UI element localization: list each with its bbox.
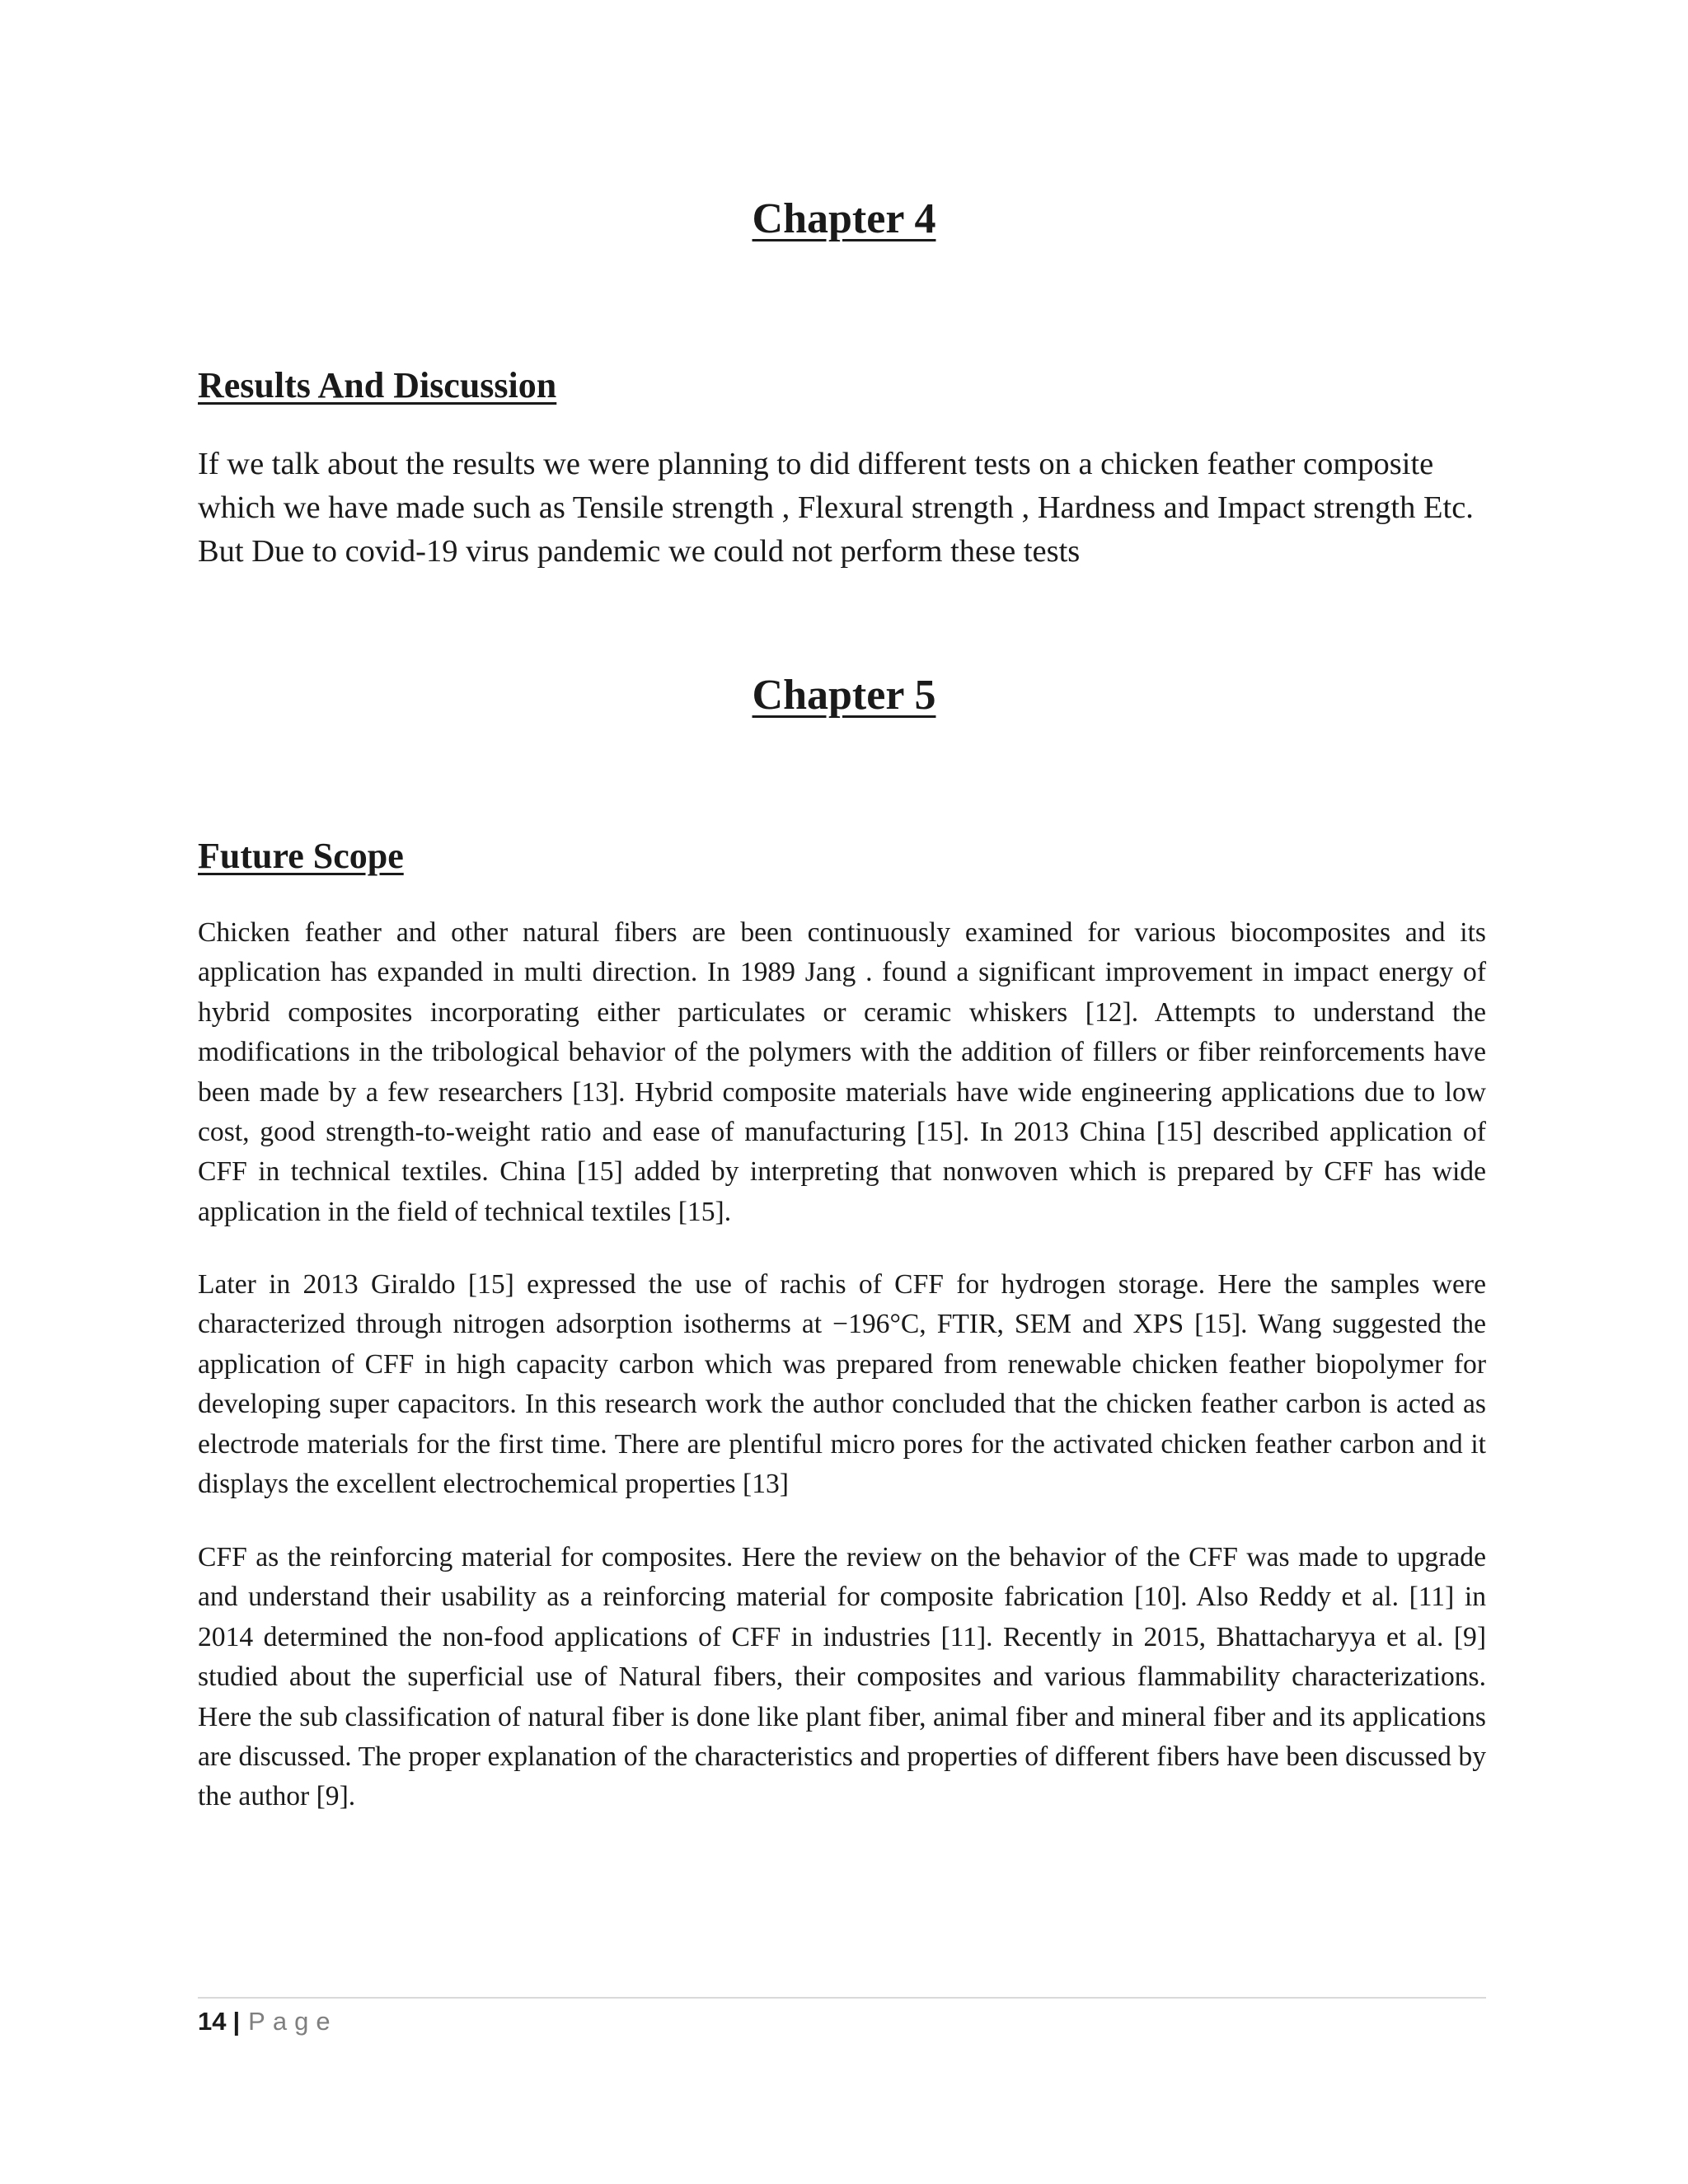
- page-label: Page: [248, 2007, 338, 2036]
- footer-separator: |: [232, 2007, 241, 2036]
- future-scope-paragraph-1: Chicken feather and other natural fibers are been continuously examined for various biocomposites and its application has expanded in multi direction. In 1989 Jang . found a significant improvement in impact energy of hybrid composites incorporating either particulates or ceramic whiskers [12]. Attempts to understand the modifications in the tribological behavior of the polymers with the addition of fillers or fiber reinforcements have been made by a few researchers [13]. Hybrid composite materials have wide engineering applications due to low cost, good strength-to-weight ratio and ease of manufacturing [15]. In 2013 China [15] described application of CFF in technical textiles. China [15] added by interpreting that nonwoven which is prepared by CFF has wide application in the field of technical textiles [15].: [198, 917, 1486, 1227]
- future-scope-paragraph-2: Later in 2013 Giraldo [15] expressed the use of rachis of CFF for hydrogen storage. Here the samples were characterized through nitrogen adsorption isotherms at −196°C, FTIR, SEM and XPS [15]. Wang suggested the application of CFF in high capacity carbon which was prepared from renewable chicken feather biopolymer for developing super capacitors. In this research work the author concluded that the chicken feather carbon is acted as electrode materials for the first time. There are plentiful micro pores for the activated chicken feather carbon and it displays the excellent electrochemical properties [13]: [198, 1269, 1486, 1500]
- page-footer: [198, 2005, 338, 2038]
- chapter-4-title: Chapter 4: [752, 195, 936, 242]
- page-number: 14: [198, 2007, 227, 2036]
- chapter-5-title: Chapter 5: [752, 672, 936, 719]
- results-and-discussion-heading: Results And Discussion: [198, 365, 557, 405]
- future-scope-heading: Future Scope: [198, 836, 404, 876]
- results-paragraph: If we talk about the results we were planning to did different tests on a chicken feather composite which we have made such as Tensile strength , Flexural strength , Hardness and Impact strength Etc. But Due to covid-19 virus pandemic we could not perform these tests: [198, 447, 1474, 569]
- footer-divider: [198, 1997, 1486, 1999]
- future-scope-paragraph-3: CFF as the reinforcing material for composites. Here the review on the behavior of the CFF was made to upgrade and understand their usability as a reinforcing material for composite fabrication [10]. Also Reddy et al. [11] in 2014 determined the non-food applications of CFF in industries [11]. Recently in 2015, Bhattacharyya et al. [9] studied about the superficial use of Natural fibers, their composites and various flammability characterizations. Here the sub classification of natural fiber is done like plant fiber, animal fiber and mineral fiber and its applications are discussed. The proper explanation of the characteristics and properties of different fibers have been discussed by the author [9].: [198, 1542, 1486, 1812]
